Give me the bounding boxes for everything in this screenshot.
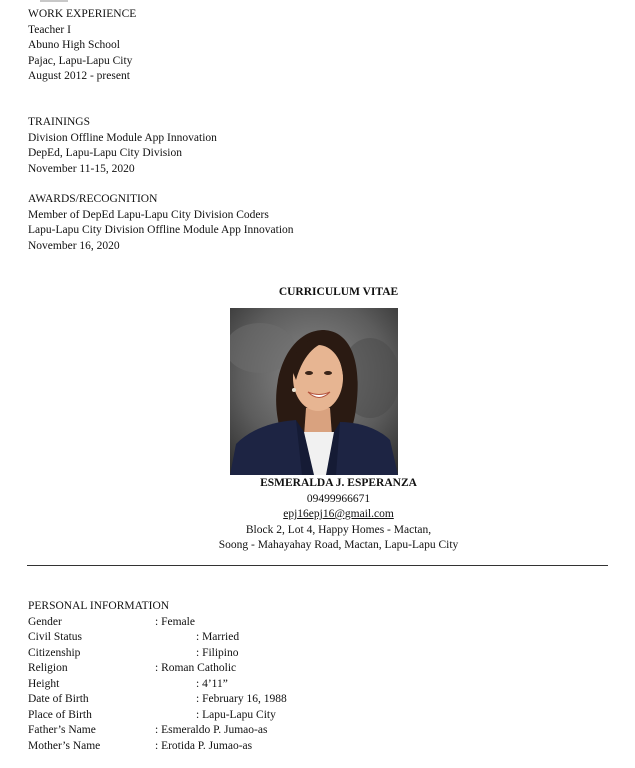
info-row-citizenship — [28, 646, 239, 662]
info-label: Height — [28, 677, 60, 690]
info-value: : 4’11” — [196, 677, 228, 690]
work-position: Teacher I — [28, 23, 71, 36]
info-row-height — [28, 677, 228, 693]
info-value: : February 16, 1988 — [196, 693, 287, 705]
award-item: Lapu-Lapu City Division Offline Module App Innovation — [28, 224, 294, 236]
cv-title: CURRICULUM VITAE — [278, 286, 399, 298]
info-label: Father’s Name — [28, 724, 96, 736]
work-dates: August 2012 - present — [28, 70, 130, 82]
section-heading: TRAININGS — [28, 116, 90, 128]
award-item: Member of DepEd Lapu-Lapu City Division Coders — [28, 208, 269, 221]
info-label: Civil Status — [28, 631, 82, 643]
address-line: Block 2, Lot 4, Happy Homes - Mactan, — [245, 523, 432, 536]
info-row-gender — [28, 615, 195, 631]
info-value: : Roman Catholic — [155, 662, 237, 674]
section-heading: PERSONAL INFORMATION — [28, 600, 170, 612]
info-label: Date of Birth — [28, 693, 89, 705]
address-line: Soong - Mahayahay Road, Mactan, Lapu-Lapu City — [218, 539, 459, 551]
info-row-civil-status — [28, 630, 240, 646]
info-row-date-of-birth — [28, 692, 287, 708]
trainings-section — [28, 115, 217, 177]
horizontal-divider — [27, 565, 608, 566]
info-label: Religion — [28, 662, 68, 674]
section-heading: AWARDS/RECOGNITION — [28, 193, 158, 205]
work-experience-section — [28, 7, 136, 85]
info-value: : Esmeraldo P. Jumao-as — [155, 724, 268, 736]
award-date: November 16, 2020 — [28, 239, 120, 252]
info-value: : Filipino — [196, 646, 239, 659]
work-location: Pajac, Lapu-Lapu City — [28, 54, 133, 67]
info-row-place-of-birth — [28, 708, 276, 724]
section-heading: WORK EXPERIENCE — [28, 8, 137, 20]
info-label: Place of Birth — [28, 708, 92, 721]
info-label: Gender — [28, 615, 62, 628]
person-name: ESMERALDA J. ESPERANZA — [260, 477, 417, 489]
contact-block — [0, 476, 635, 554]
personal-information-section — [28, 599, 287, 754]
training-dates: November 11-15, 2020 — [28, 162, 135, 175]
info-value: : Female — [155, 615, 195, 628]
info-label: Citizenship — [28, 646, 81, 659]
awards-section — [28, 192, 294, 254]
work-school: Abuno High School — [28, 39, 120, 51]
profile-photo — [230, 308, 398, 475]
phone-number: 09499966671 — [306, 492, 371, 505]
info-value: : Lapu-Lapu City — [196, 708, 276, 721]
info-row-fathers-name — [28, 723, 268, 739]
training-organizer: DepEd, Lapu-Lapu City Division — [28, 147, 182, 159]
info-value: : Married — [196, 631, 240, 643]
info-row-religion — [28, 661, 237, 677]
training-title: Division Offline Module App Innovation — [28, 131, 217, 144]
info-row-mothers-name — [28, 739, 253, 755]
info-label: Mother’s Name — [28, 739, 101, 752]
email-link[interactable]: epj16epj16@gmail.com — [283, 508, 394, 520]
info-value: : Erotida P. Jumao-as — [155, 739, 253, 752]
page-corner-mark — [40, 0, 68, 2]
